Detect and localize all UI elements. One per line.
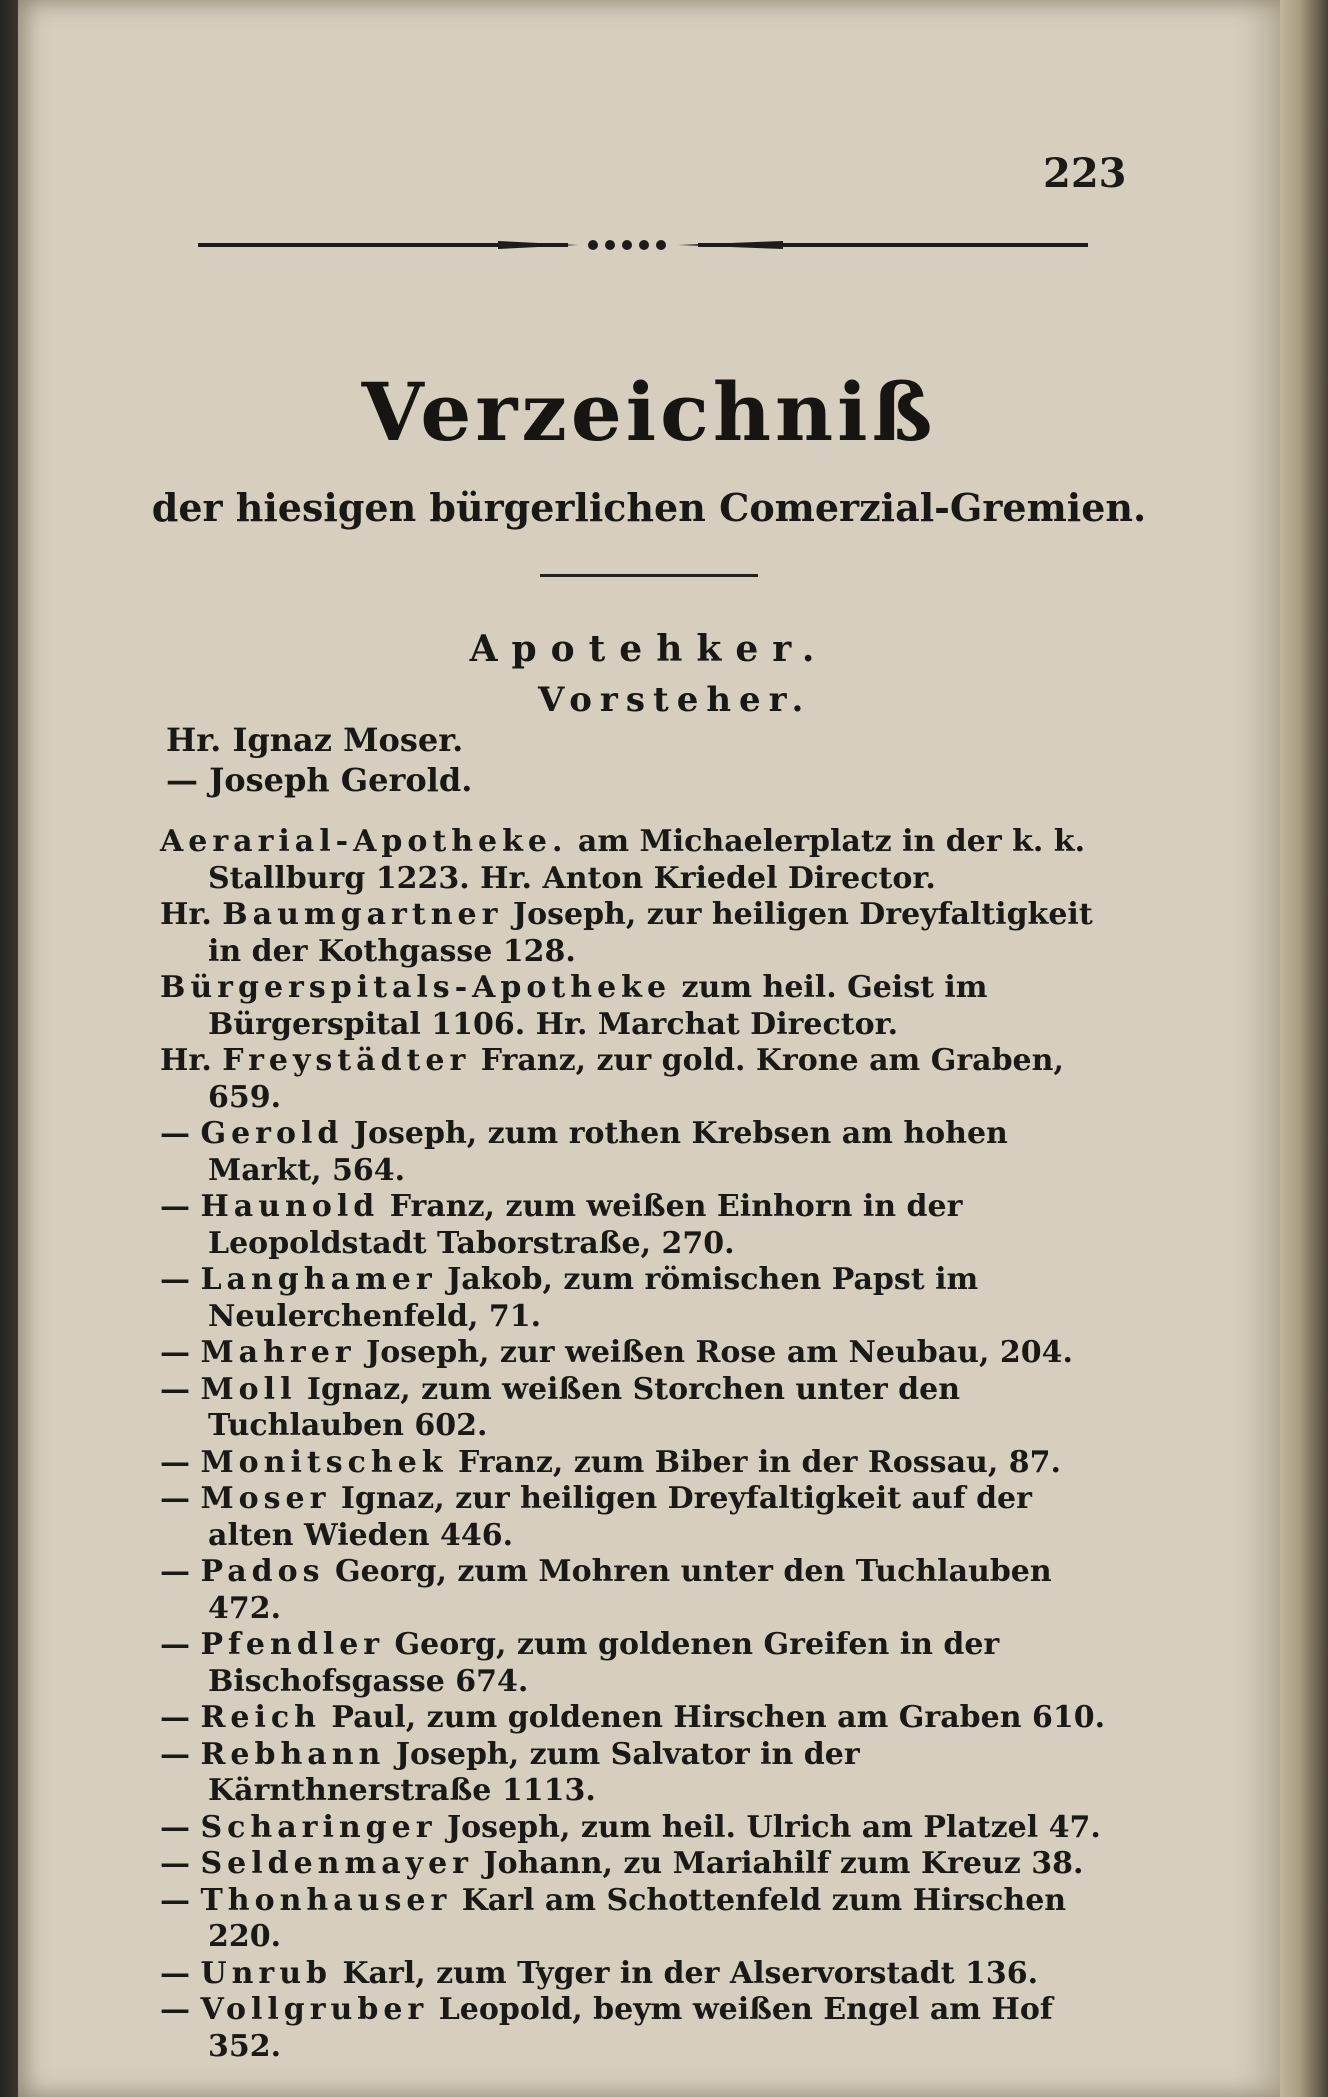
list-item: [160, 970, 1120, 1043]
entry-text: Georg, zum Mohren unter den Tuchlauben 472.: [208, 1554, 1052, 1626]
entry-name: Bürgerspitals-Apotheke: [160, 970, 672, 1005]
entry-name: Aerarial-Apotheke.: [160, 824, 568, 859]
entry-text: Karl am Schottenfeld zum Hirschen 220.: [208, 1882, 1067, 1954]
entry-name: Unrub: [200, 1955, 333, 1991]
entry-text: Franz, zum Biber in der Rossau, 87.: [447, 1444, 1061, 1480]
list-item: [160, 1846, 1120, 1883]
entry-prefix: —: [160, 1882, 201, 1918]
entry-text: Joseph, zur heiligen Dreyfaltigkeit in der Kothgasse 128.: [208, 897, 1093, 969]
entry-name: Scharinger: [200, 1809, 437, 1845]
entry-name: Pfendler: [200, 1627, 385, 1662]
entry-name: Moser: [200, 1481, 331, 1516]
book-page: [18, 0, 1280, 2097]
entry-prefix: —: [160, 1992, 201, 2027]
list-item: [160, 1627, 1120, 1700]
entry-prefix: —: [160, 1371, 201, 1407]
page-number: 223: [1043, 150, 1127, 197]
entry-prefix: —: [160, 1809, 201, 1845]
entry-name: Mahrer: [200, 1335, 356, 1370]
entry-text: Joseph, zur weißen Rose am Neubau, 204.: [355, 1335, 1073, 1370]
entry-text: am Michaelerplatz in der k. k. Stallburg 1223. Hr. Anton Kriedel Director.: [208, 824, 1086, 896]
apotheker-list: [160, 814, 1120, 2065]
entry-text: Ignaz, zum weißen Storchen unter den Tuchlauben 602.: [208, 1371, 961, 1443]
entry-prefix: —: [160, 1554, 201, 1589]
list-item: [160, 1043, 1120, 1116]
list-item: [160, 1700, 1120, 1737]
entry-name: Vollgruber: [200, 1992, 429, 2027]
entry-name: Monitschek: [200, 1444, 448, 1480]
list-item: [160, 1116, 1120, 1189]
list-item: [160, 1335, 1120, 1372]
list-item: [160, 1481, 1120, 1554]
list-item: [160, 1810, 1120, 1847]
page-title: Verzeichniß: [361, 365, 937, 459]
list-item: [160, 1956, 1120, 1993]
list-item: [160, 897, 1120, 970]
entry-prefix: —: [160, 1481, 201, 1516]
entry-name: Haunold: [200, 1189, 380, 1224]
entry-name: Pados: [200, 1554, 325, 1589]
ornamental-divider: [198, 238, 1088, 252]
list-item: [160, 1189, 1120, 1262]
vorsteher-line: — Joseph Gerold.: [166, 761, 473, 799]
entry-prefix: —: [160, 1627, 201, 1662]
entry-text: Georg, zum goldenen Greifen in der Bischofsgasse 674.: [208, 1627, 1000, 1699]
list-item: [160, 1372, 1120, 1445]
list-item: [160, 1554, 1120, 1627]
entry-name: Reich: [200, 1700, 321, 1735]
entry-text: Johann, zu Mariahilf zum Kreuz 38.: [472, 1846, 1084, 1881]
entry-prefix: —: [160, 1262, 201, 1297]
list-item: [160, 1445, 1120, 1482]
entry-name: Baumgartner: [222, 897, 503, 932]
list-item: [160, 1992, 1120, 2065]
divider-rule: [540, 574, 758, 577]
entry-text: Franz, zum weißen Einhorn in der Leopoldstadt Taborstraße, 270.: [208, 1189, 963, 1261]
entry-prefix: —: [160, 1189, 201, 1224]
entry-name: Freystädter: [222, 1043, 471, 1078]
entry-name: Moll: [200, 1371, 297, 1407]
entry-name: Langhamer: [200, 1262, 437, 1297]
entry-text: Leopold, beym weißen Engel am Hof 352.: [208, 1992, 1053, 2064]
list-item: [160, 1883, 1120, 1956]
entry-text: Paul, zum goldenen Hirschen am Graben 610.: [320, 1700, 1106, 1735]
entry-text: Ignaz, zur heiligen Dreyfaltigkeit auf der alten Wieden 446.: [208, 1481, 1032, 1553]
entry-name: Thonhauser: [200, 1882, 452, 1918]
entry-prefix: —: [160, 1335, 201, 1370]
entry-name: Seldenmayer: [200, 1846, 473, 1881]
entry-name: Gerold: [200, 1116, 344, 1151]
entry-prefix: —: [160, 1116, 201, 1151]
entry-prefix: —: [160, 1736, 201, 1772]
vorsteher-list: [166, 720, 472, 800]
entry-name: Rebhann: [200, 1736, 386, 1772]
entry-prefix: —: [160, 1955, 201, 1991]
entry-prefix: —: [160, 1846, 201, 1881]
entry-prefix: Hr.: [160, 897, 223, 932]
entry-text: zum heil. Geist im Bürgerspital 1106. Hr. Marchat Director.: [208, 970, 988, 1042]
entry-text: Joseph, zum Salvator in der Kärnthnerstraße 1113.: [208, 1736, 860, 1808]
entry-text: Franz, zur gold. Krone am Graben, 659.: [208, 1043, 1064, 1115]
subsection-heading: Vorsteher.: [538, 680, 812, 720]
entry-text: Karl, zum Tyger in der Alservorstadt 136.: [332, 1955, 1039, 1991]
section-heading: Apotehker.: [469, 628, 829, 670]
entry-text: Joseph, zum rothen Krebsen am hohen Markt, 564.: [208, 1116, 1008, 1188]
entry-prefix: —: [160, 1700, 201, 1735]
entry-text: Joseph, zum heil. Ulrich am Platzel 47.: [436, 1809, 1101, 1845]
vorsteher-line: Hr. Ignaz Moser.: [166, 721, 464, 759]
entry-prefix: —: [160, 1444, 201, 1480]
page-subtitle: der hiesigen bürgerlichen Comerzial-Gremien.: [151, 485, 1147, 530]
entry-text: Jakob, zum römischen Papst im Neulerchenfeld, 71.: [208, 1262, 979, 1334]
list-item: [160, 824, 1120, 897]
list-item: [160, 1262, 1120, 1335]
page-edge: [1280, 0, 1328, 2097]
entry-prefix: Hr.: [160, 1043, 223, 1078]
list-item: [160, 1737, 1120, 1810]
spacer: [160, 814, 1120, 824]
